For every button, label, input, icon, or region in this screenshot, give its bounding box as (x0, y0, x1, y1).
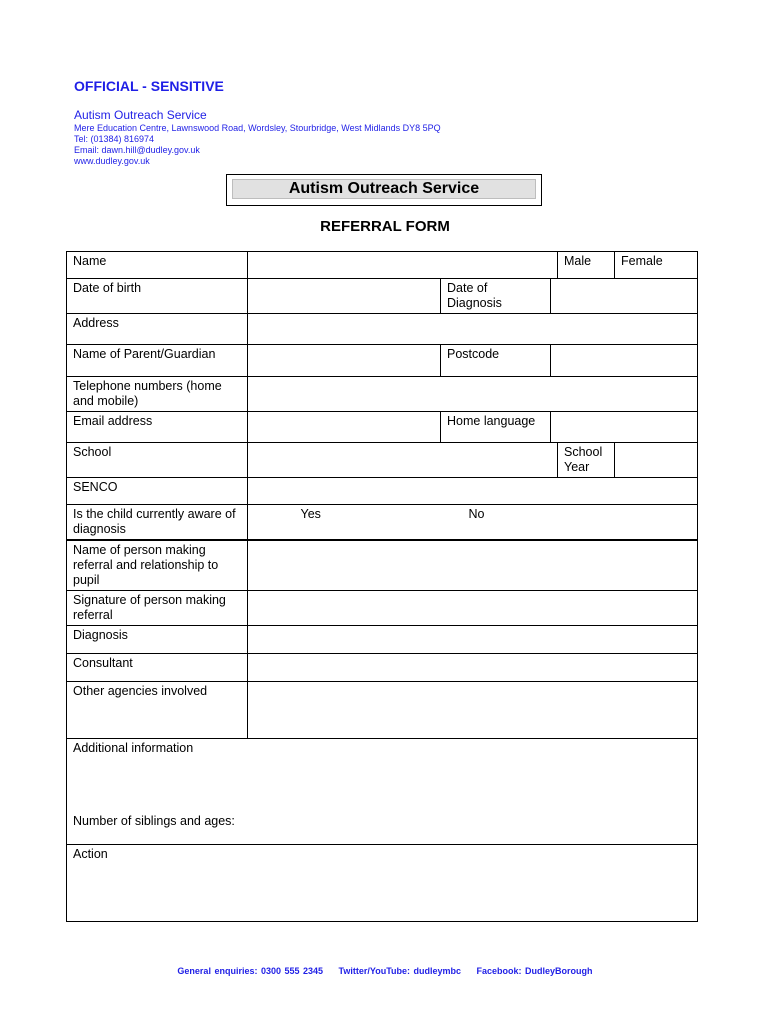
referral-details-table (66, 540, 698, 922)
referrer-field[interactable] (248, 541, 698, 591)
date-of-diagnosis-field[interactable] (551, 279, 698, 314)
postcode-field[interactable] (551, 345, 698, 377)
org-name: Autism Outreach Service (74, 108, 207, 122)
dob-field[interactable] (248, 279, 441, 314)
classification-label: OFFICIAL - SENSITIVE (74, 78, 224, 94)
aware-yes-option[interactable]: Yes (295, 505, 441, 540)
footer-enquiries: General enquiries: 0300 555 2345 (177, 966, 324, 976)
org-telephone: Tel: (01384) 816974 (74, 134, 155, 144)
aware-spacer (248, 505, 295, 540)
form-title: REFERRAL FORM (320, 218, 450, 235)
org-website: www.dudley.gov.uk (74, 156, 150, 166)
email-field[interactable] (248, 412, 441, 443)
aware-no-option[interactable]: No (441, 505, 698, 540)
gender-female-option[interactable]: Female (615, 252, 698, 279)
senco-field[interactable] (248, 478, 698, 505)
other-agencies-field[interactable] (248, 682, 698, 739)
signature-field[interactable] (248, 591, 698, 626)
referrer-label: Name of person making referral and relationship to pupil (67, 541, 248, 591)
dob-label: Date of birth (67, 279, 248, 314)
aware-of-diagnosis-label: Is the child currently aware of diagnosis (67, 505, 248, 540)
gender-male-option[interactable]: Male (558, 252, 615, 279)
address-field[interactable] (248, 314, 698, 345)
postcode-label: Postcode (441, 345, 551, 377)
consultant-label: Consultant (67, 654, 248, 682)
service-title-box (226, 174, 542, 206)
telephone-label: Telephone numbers (home and mobile) (67, 377, 248, 412)
school-field[interactable] (248, 443, 558, 478)
footer-twitter: Twitter/YouTube: dudleymbc (338, 966, 462, 976)
service-title: Autism Outreach Service (232, 179, 536, 199)
date-of-diagnosis-label: Date of Diagnosis (441, 279, 551, 314)
name-field[interactable] (248, 252, 558, 279)
email-label: Email address (67, 412, 248, 443)
additional-information-field[interactable] (67, 739, 698, 845)
siblings-label: Number of siblings and ages: (73, 814, 235, 828)
footer (0, 966, 770, 976)
parent-guardian-label: Name of Parent/Guardian (67, 345, 248, 377)
pupil-details-table (66, 251, 698, 540)
org-email: Email: dawn.hill@dudley.gov.uk (74, 145, 200, 155)
home-language-field[interactable] (551, 412, 698, 443)
consultant-field[interactable] (248, 654, 698, 682)
diagnosis-label: Diagnosis (67, 626, 248, 654)
diagnosis-field[interactable] (248, 626, 698, 654)
action-label: Action (73, 847, 108, 861)
footer-facebook: Facebook: DudleyBorough (476, 966, 593, 976)
parent-guardian-field[interactable] (248, 345, 441, 377)
school-year-field[interactable] (615, 443, 698, 478)
school-label: School (67, 443, 248, 478)
home-language-label: Home language (441, 412, 551, 443)
org-address: Mere Education Centre, Lawnswood Road, Wordsley, Stourbridge, West Midlands DY8 5PQ (74, 123, 441, 133)
senco-label: SENCO (67, 478, 248, 505)
signature-label: Signature of person making referral (67, 591, 248, 626)
additional-information-label: Additional information (73, 741, 194, 755)
action-field[interactable] (67, 845, 698, 922)
telephone-field[interactable] (248, 377, 698, 412)
other-agencies-label: Other agencies involved (67, 682, 248, 739)
name-label: Name (67, 252, 248, 279)
school-year-label: School Year (558, 443, 615, 478)
address-label: Address (67, 314, 248, 345)
